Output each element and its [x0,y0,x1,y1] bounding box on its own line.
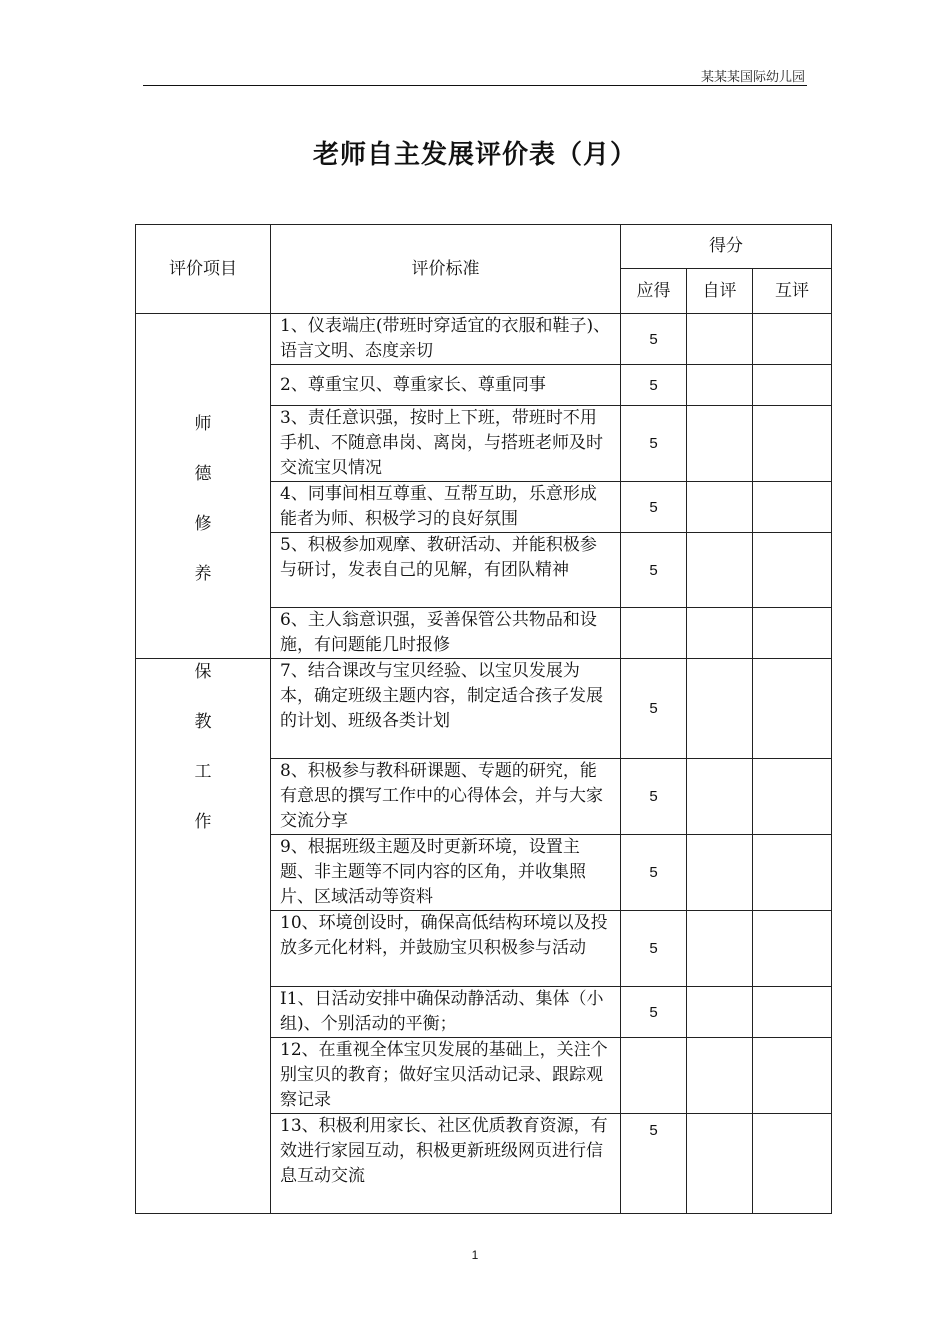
peer-score-cell[interactable] [753,1114,832,1214]
header-divider [143,85,807,86]
self-score-cell[interactable] [687,1038,753,1114]
category-char: 养 [194,564,212,584]
criteria-cell: 8、积极参与教科研课题、专题的研究，能有意思的撰写工作中的心得体会，并与大家交流分享 [271,759,621,835]
peer-score-cell[interactable] [753,314,832,365]
self-score-cell[interactable] [687,314,753,365]
header-peer-score: 互评 [753,269,832,314]
due-score-cell: 5 [621,406,687,482]
self-score-cell[interactable] [687,835,753,911]
criteria-cell: 9、根据班级主题及时更新环境，设置主题、非主题等不同内容的区角，并收集照片、区域活动等资料 [271,835,621,911]
due-score-cell: 5 [621,533,687,608]
peer-score-cell[interactable] [753,406,832,482]
category-char: 修 [194,514,212,534]
self-score-cell[interactable] [687,1114,753,1214]
criteria-cell: 7、结合课改与宝贝经验、以宝贝发展为本，确定班级主题内容，制定适合孩子发展的计划、班级各类计划 [271,659,621,759]
criteria-cell: I1、日活动安排中确保动静活动、集体（小组)、个别活动的平衡； [271,987,621,1038]
evaluation-table [135,224,832,1214]
header-eval-criteria: 评价标准 [271,225,621,314]
criteria-cell: 3、责任意识强，按时上下班，带班时不用手机、不随意串岗、离岗，与搭班老师及时交流宝贝情况 [271,406,621,482]
self-score-cell[interactable] [687,659,753,759]
due-score-cell: 5 [621,365,687,406]
category-char: 师 [194,414,212,434]
criteria-cell: 6、主人翁意识强，妥善保管公共物品和设施，有问题能几时报修 [271,608,621,659]
category-char: 工 [194,762,212,782]
self-score-cell[interactable] [687,911,753,987]
category-char: 保 [194,662,212,682]
due-score-cell: 5 [621,759,687,835]
peer-score-cell[interactable] [753,835,832,911]
peer-score-cell[interactable] [753,987,832,1038]
header-organization-name: 某某某国际幼儿园 [700,70,805,85]
peer-score-cell[interactable] [753,365,832,406]
due-score-cell: 5 [621,314,687,365]
due-score-cell: 5 [621,482,687,533]
due-score-cell: 5 [621,911,687,987]
due-score-cell: 5 [621,1114,687,1214]
due-score-cell: 5 [621,835,687,911]
self-score-cell[interactable] [687,759,753,835]
criteria-cell: 4、同事间相互尊重、互帮互助，乐意形成能者为师、积极学习的良好氛围 [271,482,621,533]
criteria-cell: 1、仪表端庄(带班时穿适宜的衣服和鞋子)、语言文明、态度亲切 [271,314,621,365]
criteria-cell: 12、在重视全体宝贝发展的基础上，关注个别宝贝的教育；做好宝贝活动记录、跟踪观察记录 [271,1038,621,1114]
due-score-cell [621,608,687,659]
self-score-cell[interactable] [687,608,753,659]
self-score-cell[interactable] [687,987,753,1038]
peer-score-cell[interactable] [753,759,832,835]
due-score-cell [621,1038,687,1114]
self-score-cell[interactable] [687,406,753,482]
self-score-cell[interactable] [687,365,753,406]
criteria-cell: 2、尊重宝贝、尊重家长、尊重同事 [271,365,621,406]
due-score-cell: 5 [621,659,687,759]
criteria-cell: 13、积极利用家长、社区优质教育资源，有效进行家园互动，积极更新班级网页进行信息互动交流 [271,1114,621,1214]
peer-score-cell[interactable] [753,1038,832,1114]
category-char: 德 [194,464,212,484]
self-score-cell[interactable] [687,533,753,608]
category-char: 教 [194,712,212,732]
header-eval-item: 评价项目 [136,225,271,314]
peer-score-cell[interactable] [753,482,832,533]
category-care-education-work [136,659,271,1214]
peer-score-cell[interactable] [753,533,832,608]
header-due-score: 应得 [621,269,687,314]
header-score: 得分 [621,225,832,269]
criteria-cell: 5、积极参加观摩、教研活动、并能积极参与研讨，发表自己的见解，有团队精神 [271,533,621,608]
criteria-cell: 10、环境创设时，确保高低结构环境以及投放多元化材料，并鼓励宝贝积极参与活动 [271,911,621,987]
page-number: 1 [471,1248,479,1262]
page-title: 老师自主发展评价表（月） [312,140,637,170]
category-teacher-ethics [136,314,271,659]
self-score-cell[interactable] [687,482,753,533]
due-score-cell: 5 [621,987,687,1038]
peer-score-cell[interactable] [753,608,832,659]
peer-score-cell[interactable] [753,659,832,759]
peer-score-cell[interactable] [753,911,832,987]
category-char: 作 [194,812,212,832]
header-self-score: 自评 [687,269,753,314]
